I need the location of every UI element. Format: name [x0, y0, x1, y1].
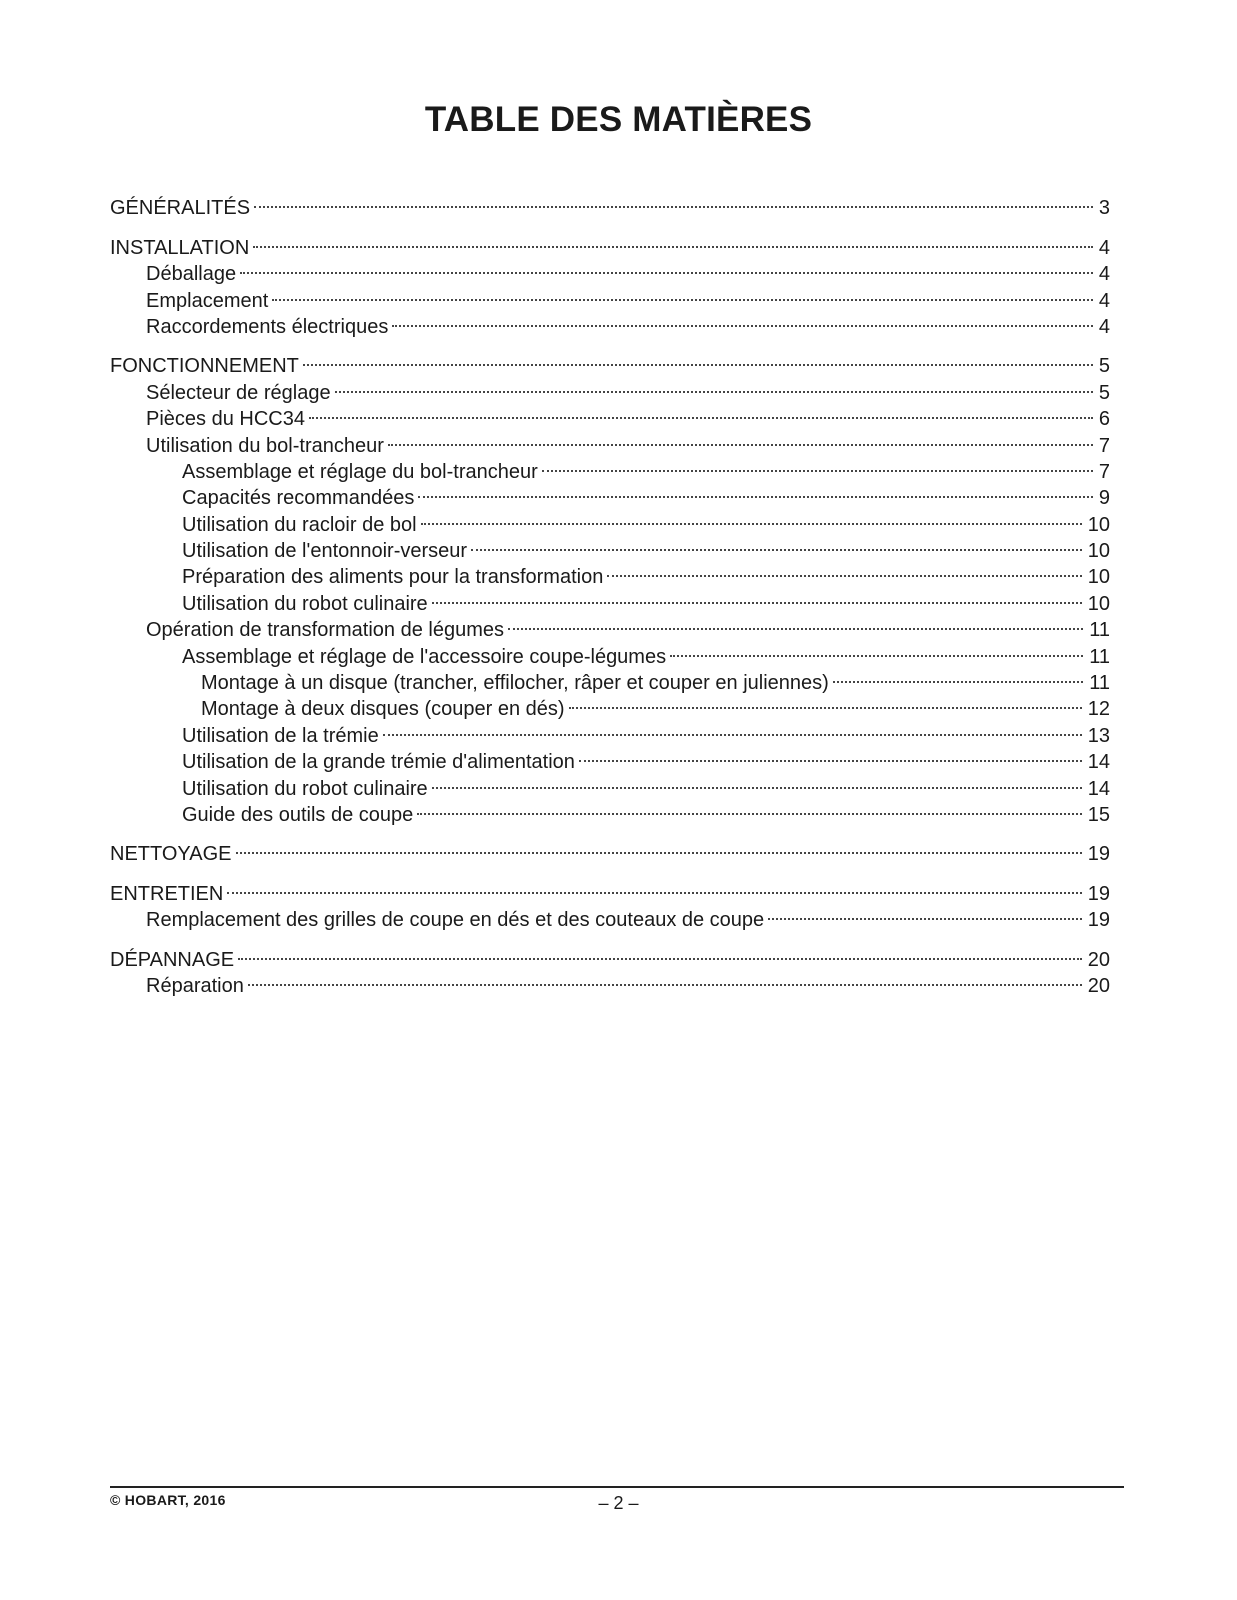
toc-entry-page: 4 — [1098, 289, 1110, 312]
toc-dot-leader — [668, 636, 1085, 662]
toc-dot-leader — [506, 610, 1085, 636]
toc-entry-page: 14 — [1087, 777, 1110, 800]
toc-entry-label: Assemblage et réglage du bol-trancheur — [182, 460, 538, 483]
toc-dot-leader — [430, 768, 1084, 794]
toc-dot-leader — [333, 372, 1095, 398]
toc-entry-label: Utilisation du racloir de bol — [182, 513, 417, 536]
footer-copyright: © HOBART, 2016 — [110, 1492, 226, 1508]
toc-entry-label: DÉPANNAGE — [110, 948, 235, 971]
toc-entry-label: Capacités recommandées — [182, 487, 415, 510]
toc-entry-page: 10 — [1087, 540, 1110, 563]
toc-entry[interactable] — [110, 280, 1110, 312]
toc-dot-leader — [386, 425, 1095, 451]
toc-entry-page: 5 — [1098, 355, 1110, 378]
toc-entry-page: 9 — [1098, 487, 1110, 510]
toc-dot-leader — [236, 939, 1084, 965]
toc-entry-page: 11 — [1089, 619, 1110, 642]
footer-divider — [110, 1486, 1124, 1488]
toc-entry-label: Utilisation de l'entonnoir-verseur — [182, 540, 468, 563]
toc-dot-leader — [430, 583, 1084, 609]
toc-dot-leader — [225, 873, 1083, 899]
toc-entry-page: 4 — [1098, 263, 1110, 286]
table-of-contents — [110, 188, 1110, 997]
toc-entry-label: Pièces du HCC34 — [146, 408, 305, 431]
toc-entry-page: 5 — [1098, 381, 1110, 404]
toc-entry[interactable] — [110, 900, 1110, 932]
toc-entry-page: 13 — [1087, 724, 1110, 747]
toc-dot-leader — [238, 254, 1095, 280]
toc-entry-page: 7 — [1098, 460, 1110, 483]
toc-entry-page: 7 — [1098, 434, 1110, 457]
toc-entry-page: 4 — [1098, 315, 1110, 338]
toc-entry-page: 14 — [1087, 751, 1110, 774]
toc-entry-page: 19 — [1087, 843, 1110, 866]
toc-entry-page: 20 — [1087, 974, 1110, 997]
toc-dot-leader — [251, 227, 1095, 253]
toc-dot-leader — [390, 307, 1095, 333]
toc-entry-label: GÉNÉRALITÉS — [110, 197, 251, 220]
toc-entry-label: Guide des outils de coupe — [182, 803, 414, 826]
toc-entry-page: 19 — [1087, 909, 1110, 932]
toc-entry-page: 10 — [1087, 566, 1110, 589]
toc-entry[interactable] — [110, 834, 1110, 866]
toc-entry-label: Utilisation du robot culinaire — [182, 592, 428, 615]
toc-entry[interactable] — [110, 346, 1110, 378]
toc-dot-leader — [270, 280, 1095, 306]
toc-entry-label: NETTOYAGE — [110, 843, 232, 866]
toc-entry-page: 6 — [1098, 408, 1110, 431]
toc-dot-leader — [540, 452, 1095, 478]
toc-entry[interactable] — [110, 254, 1110, 286]
toc-entry-label: Emplacement — [146, 289, 269, 312]
page-title: TABLE DES MATIÈRES — [424, 100, 813, 139]
toc-entry-label: Utilisation de la grande trémie d'alimentation — [182, 751, 575, 774]
toc-entry-page: 10 — [1087, 513, 1110, 536]
toc-dot-leader — [246, 966, 1084, 992]
toc-dot-leader — [416, 478, 1095, 504]
toc-entry-label: Remplacement des grilles de coupe en dés et des couteaux de coupe — [146, 909, 765, 932]
toc-dot-leader — [307, 399, 1095, 425]
toc-dot-leader — [419, 504, 1084, 530]
toc-dot-leader — [605, 557, 1083, 583]
toc-entry-label: Raccordements électriques — [146, 315, 389, 338]
toc-entry-page: 20 — [1087, 948, 1110, 971]
toc-entry[interactable] — [110, 939, 1110, 971]
toc-dot-leader — [831, 663, 1085, 689]
footer-page-number: – 2 – — [598, 1493, 639, 1513]
toc-entry-label: ENTRETIEN — [110, 882, 224, 905]
toc-entry-label: Réparation — [146, 974, 244, 997]
toc-entry-page: 4 — [1098, 236, 1110, 259]
toc-dot-leader — [381, 715, 1084, 741]
toc-entry-label: Sélecteur de réglage — [146, 381, 331, 404]
toc-entry-page: 3 — [1098, 197, 1110, 220]
toc-dot-leader — [766, 900, 1084, 926]
toc-dot-leader — [577, 742, 1084, 768]
toc-entry-label: INSTALLATION — [110, 236, 250, 259]
toc-entry-label: Préparation des aliments pour la transformation — [182, 566, 604, 589]
toc-entry[interactable] — [110, 966, 1110, 997]
toc-dot-leader — [301, 346, 1095, 372]
toc-entry-label: Assemblage et réglage de l'accessoire coupe-légumes — [182, 645, 667, 668]
toc-entry-label: FONCTIONNEMENT — [110, 355, 299, 378]
toc-entry-label: Utilisation de la trémie — [182, 724, 379, 747]
toc-entry-page: 19 — [1087, 882, 1110, 905]
toc-entry-label: Montage à un disque (trancher, effilocher, râper et couper en juliennes) — [201, 672, 829, 695]
toc-entry-page: 10 — [1087, 592, 1110, 615]
toc-entry-page: 11 — [1089, 672, 1110, 695]
toc-entry-page: 11 — [1089, 645, 1110, 668]
toc-entry[interactable] — [110, 188, 1110, 220]
toc-entry-page: 12 — [1087, 698, 1110, 721]
toc-entry-label: Utilisation du robot culinaire — [182, 777, 428, 800]
toc-entry[interactable] — [110, 873, 1110, 905]
toc-entry-label: Montage à deux disques (couper en dés) — [201, 698, 565, 721]
toc-dot-leader — [469, 531, 1084, 557]
toc-entry-label: Opération de transformation de légumes — [146, 619, 504, 642]
toc-entry-label: Utilisation du bol-trancheur — [146, 434, 384, 457]
toc-entry[interactable] — [110, 227, 1110, 259]
toc-dot-leader — [567, 689, 1084, 715]
toc-entry-page: 15 — [1087, 803, 1110, 826]
toc-dot-leader — [234, 834, 1084, 860]
toc-dot-leader — [415, 795, 1083, 821]
toc-dot-leader — [252, 188, 1095, 214]
toc-entry-label: Déballage — [146, 263, 237, 286]
